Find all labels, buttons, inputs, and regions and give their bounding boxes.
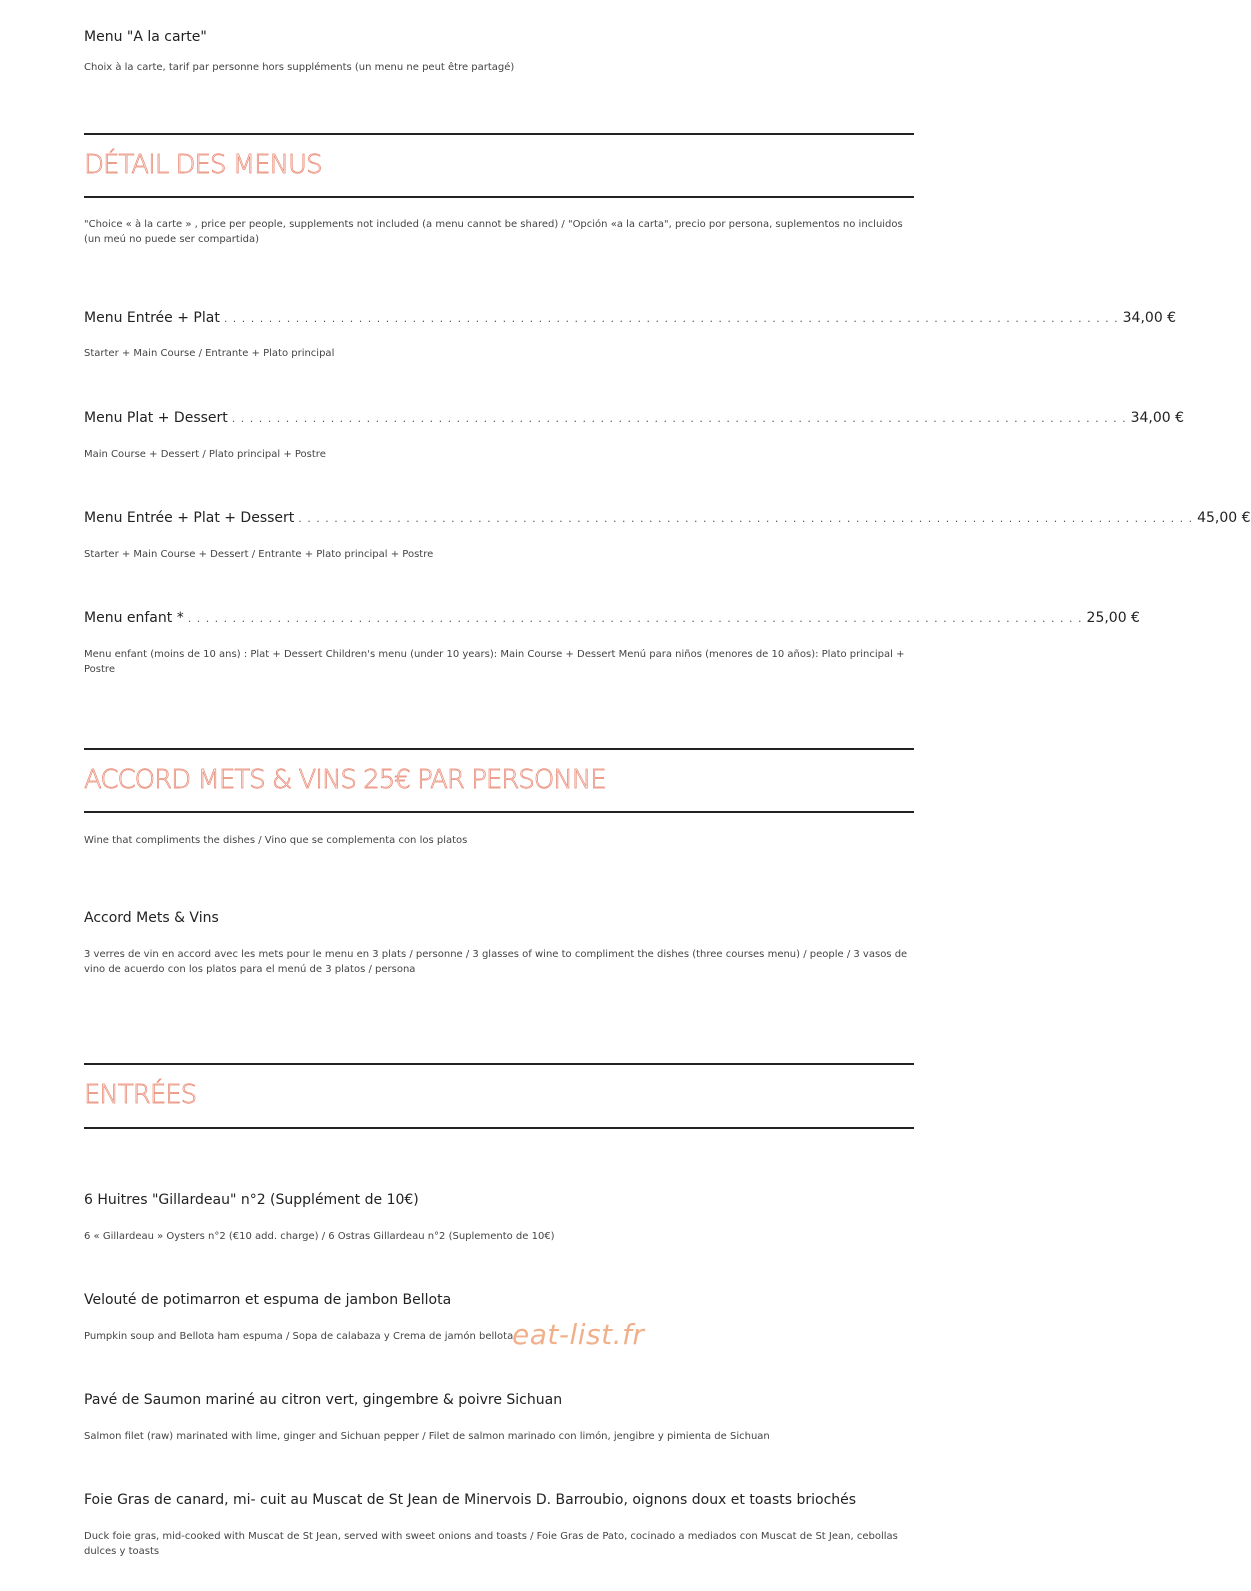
wine-section-note: Wine that compliments the dishes / Vino que se complementa con los platos: [84, 835, 468, 846]
starter-item-description: Pumpkin soup and Bellota ham espuma / Sopa de calabaza y Crema de jamón bellota: [84, 1331, 514, 1342]
section-divider: [84, 196, 914, 198]
menu-item-description: Menu enfant (moins de 10 ans) : Plat + Dessert Children's menu (under 10 years): Main Course + Dessert Menú para niños (menores de 10 años): Plato principal + Postre: [84, 649, 905, 675]
starter-item-description: Duck foie gras, mid-cooked with Muscat de St Jean, served with sweet onions and toasts / Foie Gras de Pato, cocinado a mediados con Muscat de St Jean, cebollas dulces y toasts: [84, 1531, 898, 1557]
wine-item-description: 3 verres de vin en accord avec les mets pour le menu en 3 plats / personne / 3 glasses of wine to compliment the dishes (three courses menu) / people / 3 vasos de vino de acuerdo con los platos para el menú de 3 platos / persona: [84, 949, 908, 975]
starter-item-name: Pavé de Saumon mariné au citron vert, gingembre & poivre Sichuan: [84, 1392, 563, 1408]
intro-title: Menu "A la carte": [84, 29, 207, 45]
menus-section-note: "Choice « à la carte » , price per people, supplements not included (a menu cannot be shared) / "Opción «a la carta", precio por persona, suplementos no incluidos (un meú no puede ser compartida): [84, 219, 903, 245]
section-divider: [84, 1127, 914, 1129]
section-divider: [84, 1063, 914, 1065]
menu-item-name: Menu Entrée + Plat + Dessert: [84, 510, 295, 526]
menu-item-price: 34,00 €: [1122, 310, 1177, 326]
dot-leader: . . . . . . . . . . . . . . . . . . . . . . . . . . . . . . . . . . . . . . . . . . . . . . . . . . . . . . . . . . . . . . . . . . . . . . . . . . . . . . . . . . . . . . . . . . . . . . . . . . . .: [223, 312, 1119, 325]
menu-item-description: Starter + Main Course + Dessert / Entrante + Plato principal + Postre: [84, 549, 434, 560]
dot-leader: . . . . . . . . . . . . . . . . . . . . . . . . . . . . . . . . . . . . . . . . . . . . . . . . . . . . . . . . . . . . . . . . . . . . . . . . . . . . . . . . . . . . . . . . . . . . . . . . . . . .: [187, 612, 1083, 625]
menu-item-price: 25,00 €: [1086, 610, 1140, 626]
section-divider: [84, 811, 914, 813]
menu-item: [84, 410, 1185, 426]
menu-item: [84, 610, 1140, 626]
menu-item-name: Menu Entrée + Plat: [84, 310, 220, 326]
starter-item-name: Velouté de potimarron et espuma de jambon Bellota: [84, 1292, 452, 1308]
menu-item: [84, 310, 1177, 326]
menus-section-heading: DÉTAIL DES MENUS: [84, 150, 322, 180]
dot-leader: . . . . . . . . . . . . . . . . . . . . . . . . . . . . . . . . . . . . . . . . . . . . . . . . . . . . . . . . . . . . . . . . . . . . . . . . . . . . . . . . . . . . . . . . . . . . . . . . . . . .: [231, 412, 1127, 425]
starter-item-name: 6 Huitres "Gillardeau" n°2 (Supplément de 10€): [84, 1192, 419, 1208]
menu-item-name: Menu Plat + Dessert: [84, 410, 228, 426]
menu-item-name: Menu enfant *: [84, 610, 184, 626]
starter-item-description: Salmon filet (raw) marinated with lime, ginger and Sichuan pepper / Filet de salmon marinado con limón, jengibre y pimienta de Sichuan: [84, 1431, 770, 1442]
starters-section-heading: ENTRÉES: [84, 1080, 197, 1110]
dot-leader: . . . . . . . . . . . . . . . . . . . . . . . . . . . . . . . . . . . . . . . . . . . . . . . . . . . . . . . . . . . . . . . . . . . . . . . . . . . . . . . . . . . . . . . . . . . . . . . . . . . .: [298, 512, 1194, 525]
intro-description: Choix à la carte, tarif par personne hors suppléments (un menu ne peut être partagé): [84, 62, 515, 73]
menu-item-price: 34,00 €: [1130, 410, 1185, 426]
wine-section-heading: ACCORD METS & VINS 25€ PAR PERSONNE: [84, 765, 606, 795]
watermark-logo: eat-list.fr: [512, 1318, 645, 1351]
menu-item-price: 45,00 €: [1197, 510, 1251, 526]
section-divider: [84, 748, 914, 750]
wine-item-name: Accord Mets & Vins: [84, 910, 219, 926]
starter-item-name: Foie Gras de canard, mi- cuit au Muscat de St Jean de Minervois D. Barroubio, oignons doux et toasts briochés: [84, 1492, 857, 1508]
starter-item-description: 6 « Gillardeau » Oysters n°2 (€10 add. charge) / 6 Ostras Gillardeau n°2 (Suplemento de 10€): [84, 1231, 555, 1242]
section-divider: [84, 133, 914, 135]
menu-item-description: Main Course + Dessert / Plato principal + Postre: [84, 449, 326, 460]
menu-item-description: Starter + Main Course / Entrante + Plato principal: [84, 348, 335, 359]
menu-item: [84, 510, 1251, 526]
